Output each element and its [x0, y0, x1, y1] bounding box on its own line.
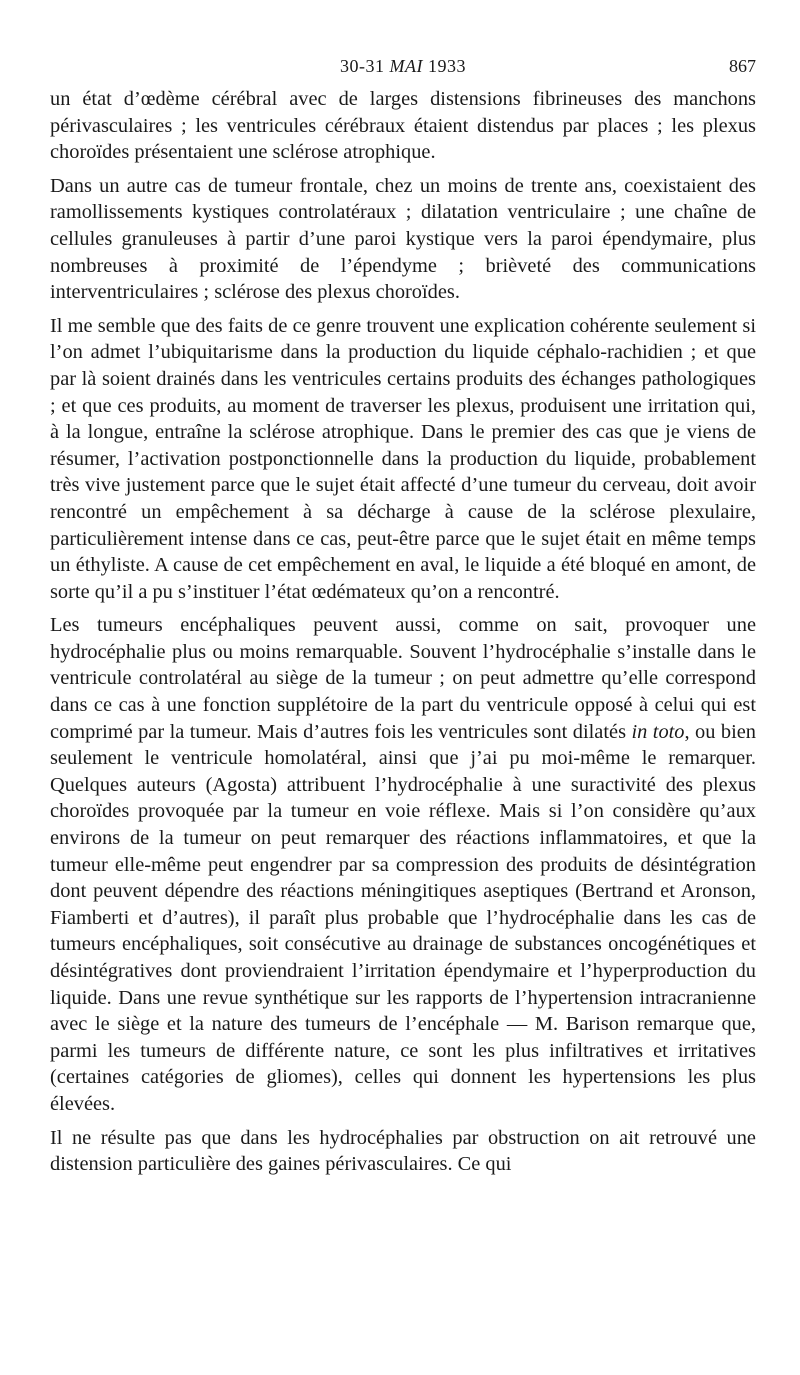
- paragraph-3: Il me semble que des faits de ce genre trouvent une explication cohérente seulement si l’on admet l’ubiquitarisme dans la production du liquide céphalo-rachidien ; et que par là soient drainés dans les ventricules certains produits des échanges pathologiques ; et que ces produits, au moment de traverser les plexus, produisent une irritation qui, à la longue, entraîne la sclérose atrophique. Dans le premier des cas que je viens de résumer, l’activation postponctionnelle dans la production du liquide, probablement très vive justement parce que le sujet était affecté d’une tumeur du cerveau, doit avoir rencontré un empêchement à sa décharge à cause de la sclérose plexulaire, particulièrement intense dans ce cas, peut-être parce que le sujet était en même temps un éthyliste. A cause de cet empêchement en aval, le liquide a été bloqué en amont, de sorte qu’il a pu s’instituer l’état œdémateux qu’on a rencontré.: [50, 314, 756, 603]
- page-number: 867: [729, 56, 756, 76]
- header-date: [50, 56, 756, 77]
- paragraph-4-text-before: Les tumeurs encéphaliques peuvent aussi, comme on sait, provoquer une hydrocéphalie plus ou moins remarquable. Souvent l’hydrocéphalie s’installe dans le ventricule controlatéral au siège de la tumeur ; on peut admettre qu’elle correspond dans ce cas à une fonction supplétoire de la part du ventricule opposé à celui qui est comprimé par la tumeur. Mais d’autres fois les ventricules sont dilatés: [50, 614, 756, 743]
- paragraph-4-italic-phrase: in toto: [631, 720, 685, 743]
- journal-page: [50, 56, 756, 1178]
- paragraph-5: Il ne résulte pas que dans les hydrocéphalies par obstruction on ait retrouvé une distension particulière des gaines périvasculaires. Ce qui: [50, 1126, 756, 1176]
- running-head: [50, 56, 756, 86]
- article-body: [50, 86, 756, 1178]
- paragraph-2: Dans un autre cas de tumeur frontale, chez un moins de trente ans, coexistaient des ramollissements kystiques controlatéraux ; dilatation ventriculaire ; une chaîne de cellules granuleuses à partir d’une paroi kystique vers la paroi épendymaire, plus nombreuses à proximité de l’épendyme ; brièveté des communications interventriculaires ; sclérose des plexus choroïdes.: [50, 174, 756, 304]
- header-month: MAI: [389, 56, 423, 76]
- paragraph-4: [50, 612, 756, 1117]
- paragraph-1: un état d’œdème cérébral avec de larges distensions fibrineuses des manchons périvasculaires ; les ventricules cérébraux étaient distendus par places ; les plexus choroïdes présentaient une sclérose atrophique.: [50, 88, 756, 164]
- paragraph-4-text-after: , ou bien seulement le ventricule homolatéral, ainsi que j’ai pu moi-même le remarquer. Quelques auteurs (Agosta) attribuent l’hydrocéphalie à une suractivité des plexus choroïdes provoquée par la tumeur en voie réflexe. Mais si l’on considère qu’aux environs de la tumeur on peut remarquer des réactions inflammatoires, et que la tumeur elle-même peut engendrer par sa compression des produits de désintégration dont peuvent dépendre des réactions méningitiques aseptiques (Bertrand et Aronson, Fiamberti et d’autres), il paraît plus probable que l’hydrocéphalie dans les cas de tumeurs encéphaliques, soit consécutive au drainage de substances oncogénétiques et désintégratives dont proviendraient l’irritation épendymaire et l’hyperproduction du liquide. Dans une revue synthétique sur les rapports de l’hypertension intracranienne avec le siège et la nature des tumeurs de l’encéphale — M. Barison remarque que, parmi les tumeurs de différente nature, ce sont les plus infiltratives et irritatives (certaines catégories de gliomes), celles qui donnent les hypertensions les plus élevées.: [50, 720, 756, 1115]
- header-date-prefix: 30-31: [340, 56, 390, 76]
- header-year: 1933: [422, 56, 466, 76]
